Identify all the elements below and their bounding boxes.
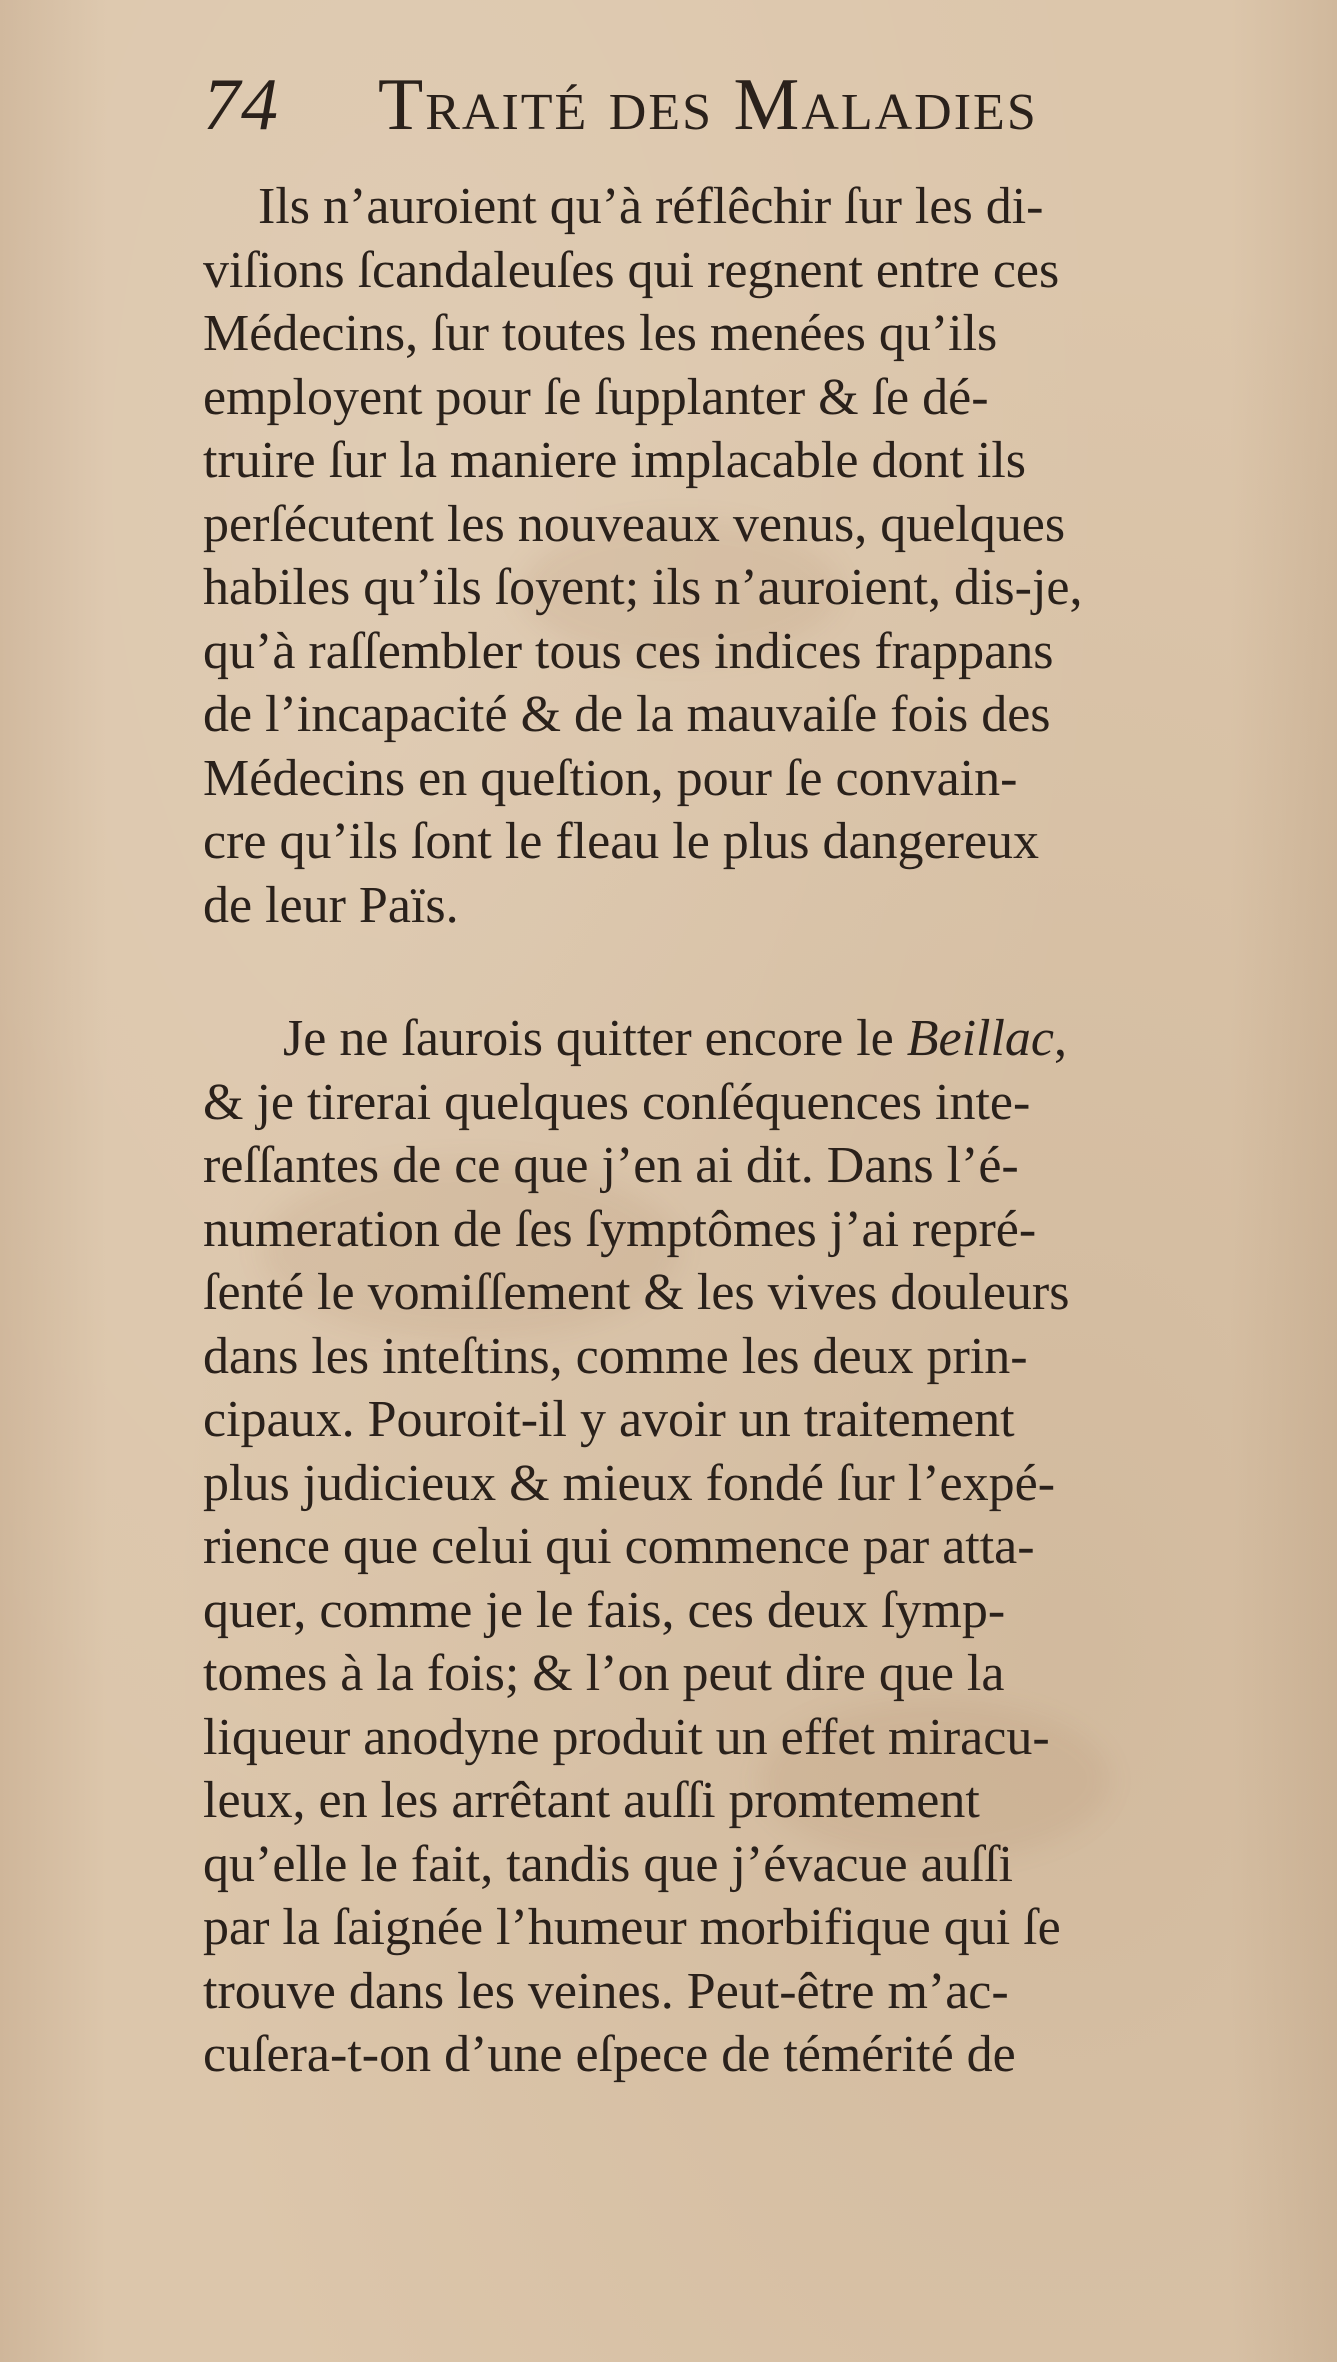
- text-line: cre qu’ils ſont le fleau le plus dangereux: [203, 813, 1040, 870]
- paragraph-1: [203, 175, 1303, 937]
- text-line: employent pour ſe ſupplanter & ſe dé-: [203, 368, 989, 426]
- text-line: numeration de ſes ſymptômes j’ai repré-: [203, 1200, 1037, 1258]
- page-number: 74: [203, 64, 279, 146]
- text-line: Ils n’auroient qu’à réflêchir ſur les di-: [258, 178, 1044, 235]
- text-line: habiles qu’ils ſoyent; ils n’auroient, dis-je,: [203, 559, 1083, 616]
- text-line: [203, 1007, 1303, 1071]
- running-title: Traité des Maladies: [378, 64, 1038, 146]
- page-header: [203, 64, 1283, 178]
- text-line: qu’elle le fait, tandis que j’évacue auſſi: [203, 1835, 1013, 1893]
- body-text: [203, 175, 1303, 2087]
- text-line: reſſantes de ce que j’en ai dit. Dans l’é-: [203, 1137, 1019, 1194]
- text-line: par la ſaignée l’humeur morbifique qui ſe: [203, 1899, 1061, 1956]
- text-line: liqueur anodyne produit un effet miracu-: [203, 1708, 1050, 1766]
- paragraph-2: [203, 1007, 1303, 2087]
- text-line: ſenté le vomiſſement & les vives douleurs: [203, 1264, 1070, 1321]
- text-line-start: Je ne ſaurois quitter encore le: [283, 1010, 907, 1067]
- text-line: qu’à raſſembler tous ces indices frappans: [203, 622, 1054, 680]
- text-line: Médecins, ſur toutes les menées qu’ils: [203, 305, 998, 362]
- text-line: cipaux. Pouroit-il y avoir un traitement: [203, 1391, 1015, 1448]
- text-line: & je tirerai quelques conſéquences inte-: [203, 1073, 1031, 1131]
- text-line: de l’incapacité & de la mauvaiſe fois des: [203, 686, 1051, 743]
- text-line: trouve dans les veines. Peut-être m’ac-: [203, 1962, 1009, 2020]
- text-line: quer, comme je le fais, ces deux ſymp-: [203, 1581, 1006, 1639]
- text-line: truire ſur la maniere implacable dont ils: [203, 432, 1027, 489]
- text-line: viſions ſcandaleuſes qui regnent entre ces: [203, 241, 1060, 299]
- text-line: perſécutent les nouveaux venus, quelques: [203, 495, 1066, 553]
- punctuation: ,: [1054, 1010, 1068, 1067]
- text-line: cuſera-t-on d’une eſpece de témérité de: [203, 2026, 1016, 2083]
- text-line: Médecins en queſtion, pour ſe convain-: [203, 749, 1018, 807]
- text-line: de leur Païs.: [203, 876, 459, 934]
- text-line: plus judicieux & mieux fondé ſur l’expé-: [203, 1454, 1056, 1512]
- text-line: tomes à la fois; & l’on peut dire que la: [203, 1645, 1005, 1702]
- italic-word: Beillac: [906, 1010, 1055, 1067]
- text-line: dans les inteſtins, comme les deux prin-: [203, 1327, 1028, 1385]
- text-line: leux, en les arrêtant auſſi promtement: [203, 1772, 980, 1829]
- text-line: rience que celui qui commence par atta-: [203, 1518, 1035, 1575]
